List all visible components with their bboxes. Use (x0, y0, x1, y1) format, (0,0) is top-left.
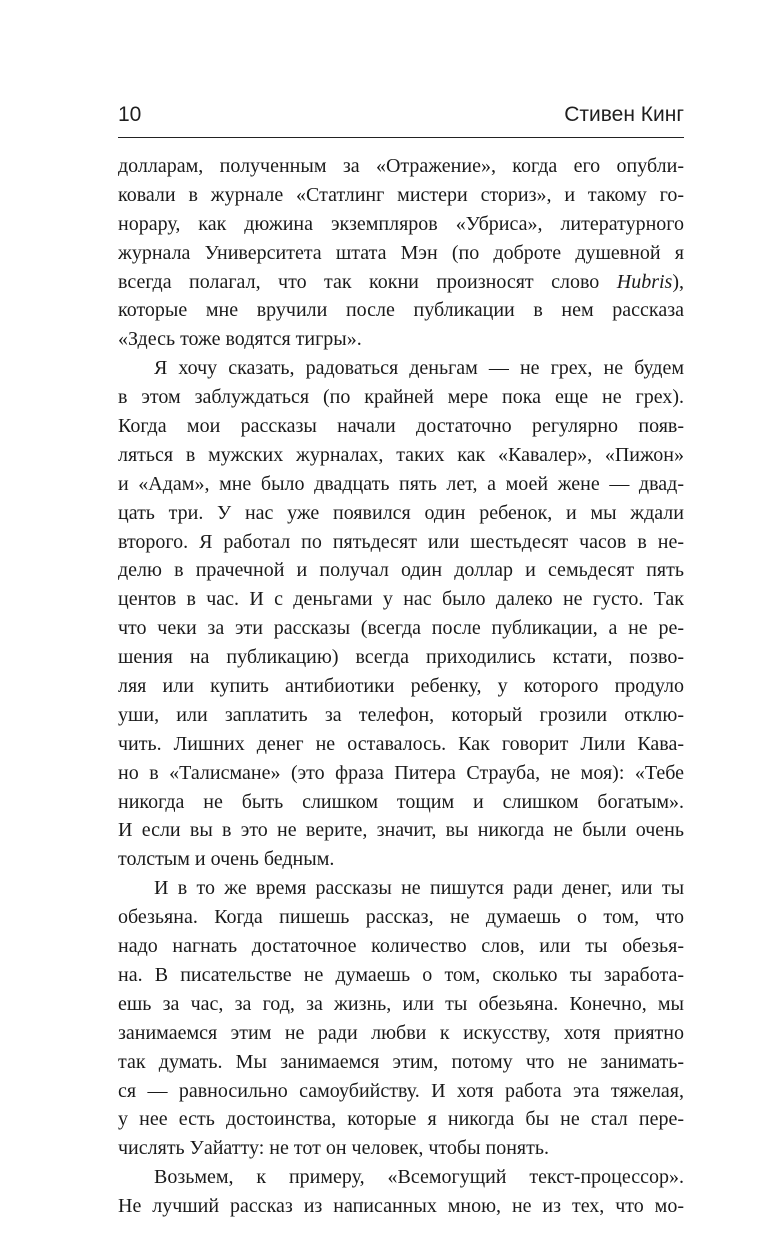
running-head (118, 97, 684, 138)
text-line: которые мне вручили после публикации в нем рассказа (118, 299, 684, 322)
text-line: «Здесь тоже водятся тигры». (118, 328, 362, 351)
text-line: ся — равносильно самоубийству. И хотя работа эта тяжелая, (118, 1079, 684, 1102)
text-line: Возьмем, к примеру, «Всемогущий текст-процессор». (154, 1166, 684, 1189)
text-line: второго. Я работал по пятьдесят или шестьдесят часов в не- (118, 530, 684, 553)
text-line: журнала Университета штата Мэн (по доброте душевной я (118, 241, 684, 264)
text-line: надо нагнать достаточное количество слов, или ты обезья- (118, 935, 684, 958)
text-line: Я хочу сказать, радоваться деньгам — не грех, не будем (154, 357, 684, 380)
text-line: шения на публикацию) всегда приходились кстати, позво- (118, 646, 684, 669)
text-line: ляя или купить антибиотики ребенку, у которого продуло (118, 675, 684, 698)
page-number: 10 (118, 103, 142, 126)
text-line: делю в прачечной и получал один доллар и семьдесят пять (118, 559, 684, 582)
text-line: у нее есть достоинства, которые я никогда бы не стал пере- (118, 1108, 684, 1131)
text-line: И если вы в это не верите, значит, вы никогда не были очень (118, 819, 684, 842)
text-line: цать три. У нас уже появился один ребенок, и мы ждали (118, 501, 684, 524)
text-line: на. В писательстве не думаешь о том, сколько ты заработа- (118, 963, 684, 986)
paragraph-3 (118, 874, 684, 1163)
text-line-part: всегда полагал, что так кокни произносят слово Hubris), (118, 270, 684, 293)
text-line: толстым и очень бедным. (118, 848, 335, 871)
text-line: Не лучший рассказ из написанных мною, не из тех, что мо- (118, 1195, 684, 1218)
text-line: ковали в журнале «Статлинг мистери сториз», и такому го- (118, 183, 684, 206)
text-line: ляться в мужских журналах, таких как «Кавалер», «Пижон» (118, 443, 684, 466)
running-head-author: Стивен Кинг (564, 103, 684, 126)
body-text (118, 152, 684, 1221)
text-line: так думать. Мы занимаемся этим, потому что не занимать- (118, 1050, 684, 1073)
text-line: Когда мои рассказы начали достаточно регулярно появ- (118, 415, 684, 438)
text-line: в этом заблуждаться (по крайней мере пока еще не грех). (118, 386, 684, 409)
text-line: ешь за час, за год, за жизнь, или ты обезьяна. Конечно, мы (118, 992, 684, 1015)
paragraph-2 (118, 354, 684, 874)
text-line: И в то же время рассказы не пишутся ради денег, или ты (154, 877, 684, 900)
paragraph-1 (118, 152, 684, 354)
text-line: долларам, полученным за «Отражение», когда его опубли- (118, 155, 684, 177)
text-line: центов в час. И с деньгами у нас было далеко не густо. Так (118, 588, 684, 611)
text-line: норару, как дюжина экземпляров «Убриса», литературного (118, 212, 684, 235)
text-line: обезьяна. Когда пишешь рассказ, не думаешь о том, что (118, 906, 684, 929)
text-line: и «Адам», мне было двадцать пять лет, а моей жене — двад- (118, 472, 684, 495)
paragraph-4 (118, 1163, 684, 1221)
text-line: занимаемся этим не ради любви к искусству, хотя приятно (118, 1021, 684, 1044)
italic-word: Hubris (616, 270, 673, 293)
text-line: но в «Талисмане» (это фраза Питера Страуба, не моя): «Тебе (118, 761, 684, 784)
text-line: никогда не быть слишком тощим и слишком богатым». (118, 790, 684, 813)
text-line-italic-word (118, 268, 684, 297)
text-line: что чеки за эти рассказы (всегда после публикации, а не ре- (118, 617, 684, 640)
text-line: чить. Лишних денег не оставалось. Как говорит Лили Кава- (118, 732, 684, 755)
text-line: уши, или заплатить за телефон, который грозили отклю- (118, 703, 684, 726)
text-line: числять Уайатту: не тот он человек, чтобы понять. (118, 1137, 549, 1160)
